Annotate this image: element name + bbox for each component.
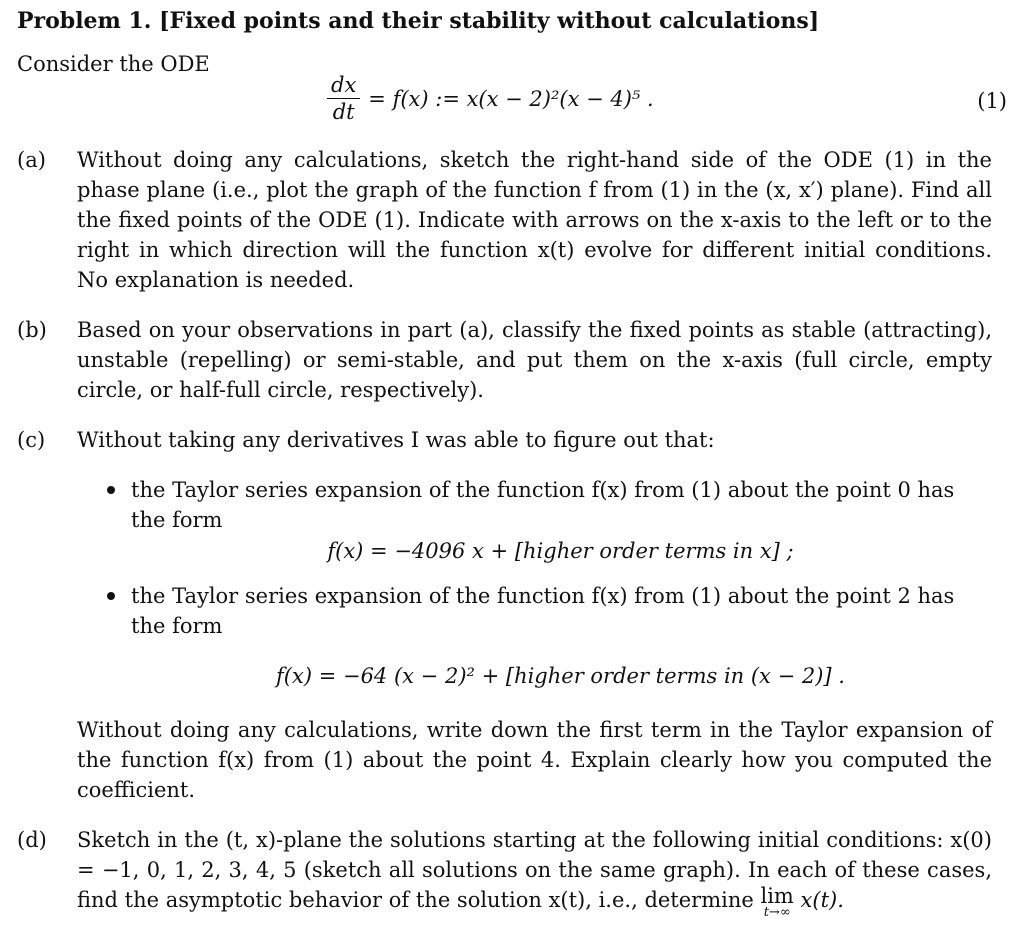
- part-c-outro: [17, 715, 992, 805]
- bullet-text: the Taylor series expansion of the function f(x) from (1) about the point 0 has the form: [131, 478, 955, 532]
- ode-equation: [327, 72, 654, 125]
- part-d-body: Sketch in the (t, x)-plane the solutions starting at the following initial conditions: x(0) = −1, 0, 1, 2, 3, 4, 5 (sketch all solutions on the same graph). In each of these cases, find the asymptotic behavior of the solution x(t), i.e., determine: [77, 828, 992, 912]
- limit-operator: lim: [760, 884, 794, 908]
- equation-label: (1): [977, 89, 1007, 113]
- bullet-dot: [107, 486, 115, 494]
- taylor-bullet-0: [105, 475, 990, 566]
- taylor-formula-1: f(x) = −64 (x − 2)² + [higher order terms in (x − 2)] .: [276, 664, 845, 688]
- part-d: [17, 825, 992, 919]
- part-c-intro: Without taking any derivatives I was able to figure out that:: [77, 428, 715, 452]
- equation-rhs: = f(x) := x(x − 2)²(x − 4)⁵ .: [368, 86, 654, 111]
- bullet-dot: [107, 592, 115, 600]
- part-d-label: (d): [17, 828, 47, 852]
- bullet-text: the Taylor series expansion of the function f(x) from (1) about the point 2 has the form: [131, 584, 955, 638]
- limit-argument: x(t).: [800, 888, 844, 912]
- part-a-label: (a): [17, 148, 46, 172]
- part-b-label: (b): [17, 318, 47, 342]
- part-a: [17, 145, 992, 295]
- intro-text: Consider the ODE: [17, 52, 210, 76]
- part-b: [17, 315, 992, 405]
- fraction-denominator: dt: [332, 100, 355, 124]
- part-d-text: [77, 825, 992, 919]
- part-a-text: Without doing any calculations, sketch the right-hand side of the ODE (1) in the phase plane (i.e., plot the graph of the function f from (1) in the (x, x′) plane). Find all the fixed points of the ODE (1). Indicate with arrows on the x-axis to the left or to the right in which direction will the function x(t) evolve for different initial conditions. No explanation is needed.: [77, 148, 992, 292]
- part-c-label: (c): [17, 428, 46, 452]
- fraction-numerator: dx: [327, 72, 360, 99]
- derivative-fraction: [327, 72, 360, 125]
- taylor-bullet-1: [105, 581, 990, 691]
- limit-subscript: t→∞: [763, 905, 791, 920]
- taylor-formula-0: f(x) = −4096 x + [higher order terms in x] ;: [327, 539, 794, 563]
- part-b-text: Based on your observations in part (a), classify the fixed points as stable (attracting), unstable (repelling) or semi-stable, and put them on the x-axis (full circle, empty circle, or half-full circle, respectively).: [77, 318, 992, 402]
- problem-title: Problem 1. [Fixed points and their stability without calculations]: [17, 8, 820, 34]
- part-c-outro-text: Without doing any calculations, write down the first term in the Taylor expansion of the function f(x) from (1) about the point 4. Explain clearly how you computed the coefficient.: [77, 718, 992, 802]
- taylor-bullets: [105, 475, 990, 691]
- part-c: [17, 425, 992, 455]
- limit-expression: [761, 885, 794, 919]
